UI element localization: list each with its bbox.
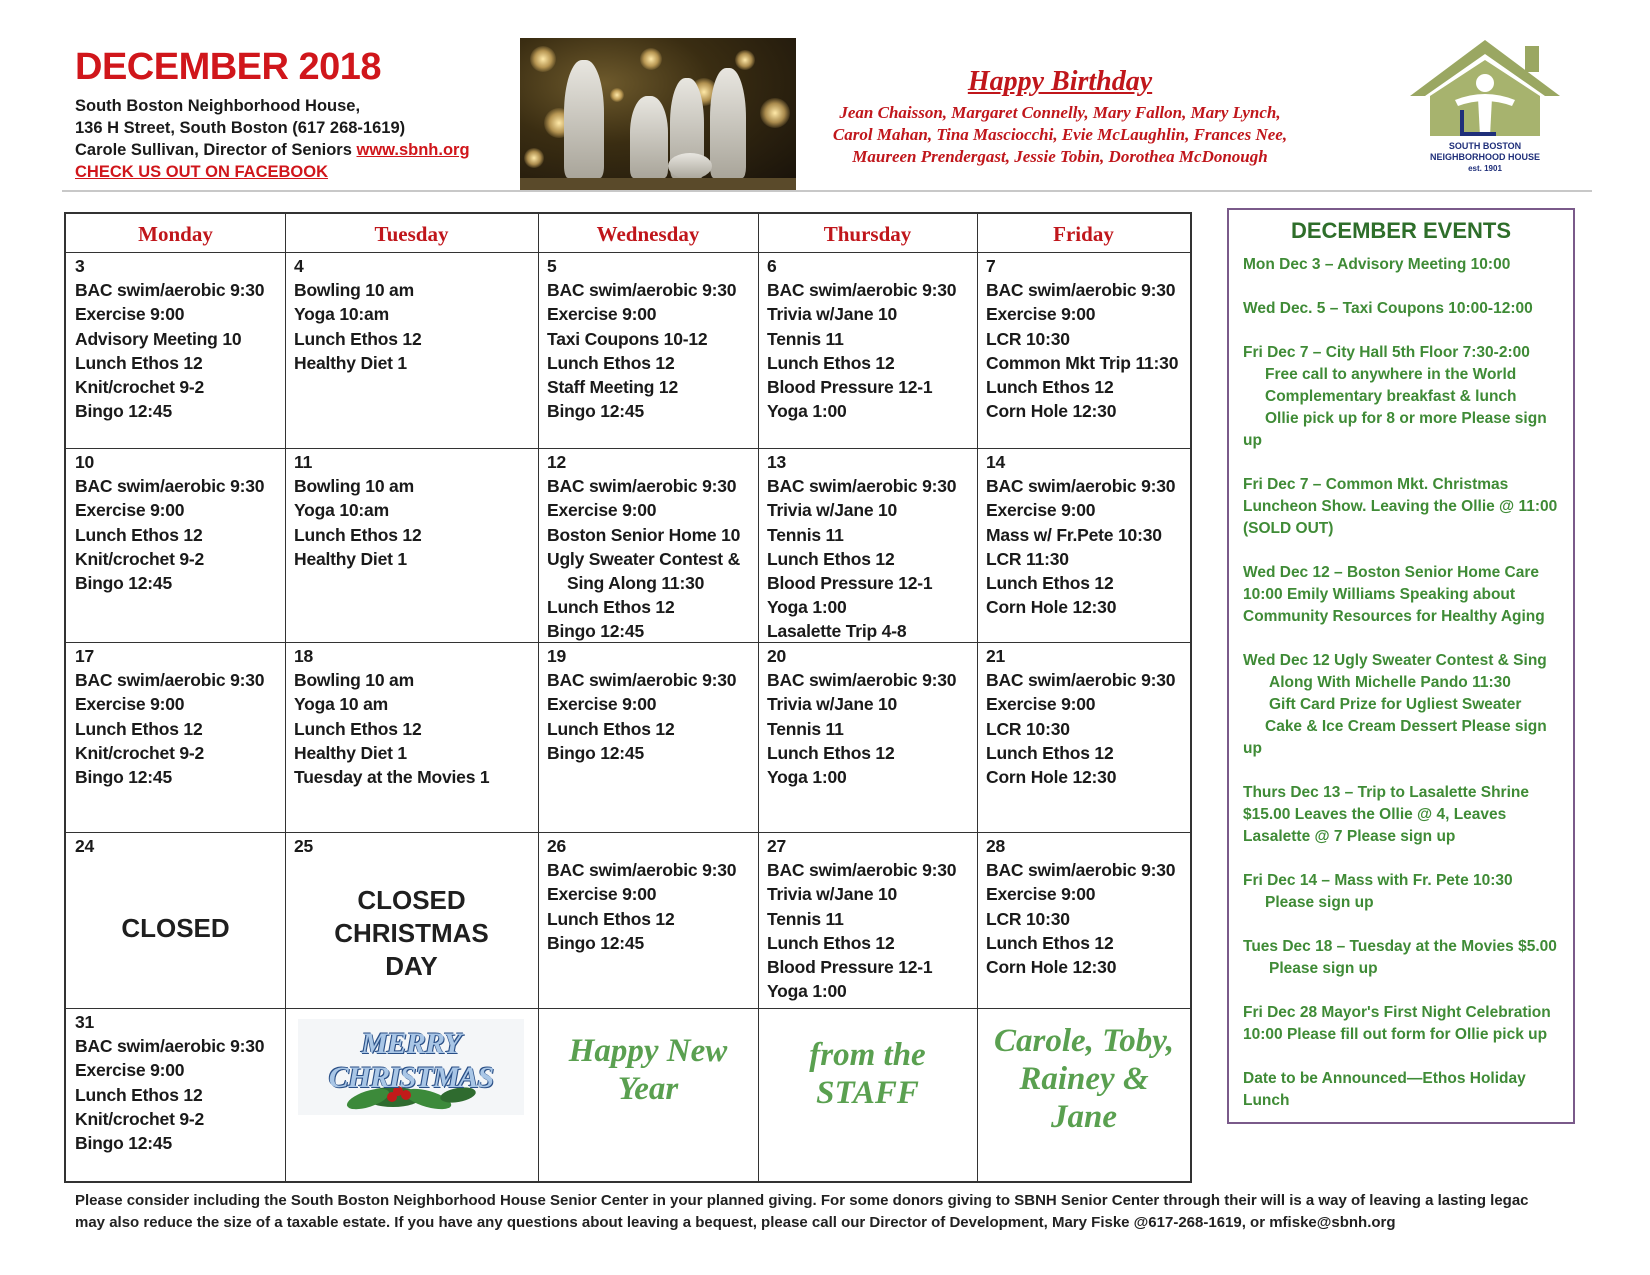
event-item <box>1243 650 1569 760</box>
org-name: South Boston Neighborhood House, <box>75 97 361 115</box>
activity: Yoga 10 am <box>294 694 388 715</box>
director-line <box>75 139 470 161</box>
activity: Bingo 12:45 <box>75 1133 172 1154</box>
event-line: Fri Dec 7 – Common Mkt. Christmas <box>1243 476 1509 493</box>
activity: BAC swim/aerobic 9:30 <box>767 670 957 691</box>
day-header-friday: Friday <box>1053 222 1114 246</box>
closed-christmas-label: CLOSED CHRISTMAS DAY <box>334 885 489 981</box>
activity: BAC swim/aerobic 9:30 <box>767 280 957 301</box>
greeting-signature: Carole, Toby, Rainey & Jane <box>994 1023 1174 1135</box>
activity: Yoga 1:00 <box>767 597 847 618</box>
activity: Bowling 10 am <box>294 476 414 497</box>
activity: Blood Pressure 12-1 <box>767 377 933 398</box>
activity: Lunch Ethos 12 <box>986 573 1114 594</box>
event-line: Date to be Announced—Ethos Holiday <box>1243 1070 1526 1087</box>
day-number: 28 <box>986 836 1006 856</box>
activity: Exercise 9:00 <box>75 694 185 715</box>
logo-line-2: NEIGHBORHOOD HOUSE <box>1429 152 1540 162</box>
day-number: 14 <box>986 452 1006 472</box>
activity: Taxi Coupons 10-12 <box>547 328 708 349</box>
activity: BAC swim/aerobic 9:30 <box>547 860 737 881</box>
activity: Tennis 11 <box>767 328 844 349</box>
day-number: 11 <box>294 452 313 472</box>
day-cell-21 <box>986 644 1175 789</box>
activity: Exercise 9:00 <box>75 304 185 325</box>
activity: Exercise 9:00 <box>986 500 1096 521</box>
event-line: Please sign up <box>1269 960 1378 977</box>
event-item <box>1243 254 1569 276</box>
event-item <box>1243 298 1569 320</box>
org-info <box>75 95 470 183</box>
activity: Yoga 1:00 <box>767 401 847 422</box>
activity: Bowling 10 am <box>294 280 414 301</box>
day-cell-17 <box>75 644 264 789</box>
day-cell-28 <box>986 834 1175 979</box>
activity: Tennis 11 <box>767 524 844 545</box>
activity: Lunch Ethos 12 <box>75 524 203 545</box>
activity: Tennis 11 <box>767 718 844 739</box>
event-line: Fri Dec 28 Mayor's First Night Celebration <box>1243 1004 1551 1021</box>
event-line: Cake & Ice Cream Dessert Please sign <box>1265 718 1547 735</box>
birthday-names: Jean Chaisson, Margaret Connelly, Mary Fallon, Mary Lynch, Carol Mahan, Tina Masciocchi, Evie McLaughlin, Frances Nee, Maureen Prendergast, Jessie Tobin, Dorothea McDonough <box>832 103 1288 166</box>
activity: Lunch Ethos 12 <box>767 742 895 763</box>
activity: Exercise 9:00 <box>986 884 1096 905</box>
day-cell-20 <box>767 644 956 789</box>
director-name: Carole Sullivan, Director of Seniors <box>75 141 357 159</box>
activity: Boston Senior Home 10 <box>547 524 741 545</box>
activity: Ugly Sweater Contest & <box>547 548 741 569</box>
day-number: 6 <box>767 256 777 276</box>
event-line: Mon Dec 3 – Advisory Meeting 10:00 <box>1243 256 1511 273</box>
day-cell-4 <box>294 254 422 375</box>
facebook-link[interactable]: CHECK US OUT ON FACEBOOK <box>75 163 329 181</box>
activity: BAC swim/aerobic 9:30 <box>547 670 737 691</box>
activity: Corn Hole 12:30 <box>986 767 1117 788</box>
event-item <box>1243 562 1569 628</box>
activity: Lunch Ethos 12 <box>767 932 895 953</box>
activity: Bingo 12:45 <box>547 401 644 422</box>
website-link[interactable]: www.sbnh.org <box>356 141 470 159</box>
event-item <box>1243 870 1569 914</box>
day-cell-11 <box>294 450 422 571</box>
day-cell-13 <box>767 450 956 644</box>
activity: Healthy Diet 1 <box>294 742 407 763</box>
activity: Bingo 12:45 <box>75 573 172 594</box>
day-cell-6 <box>767 254 956 423</box>
activity: BAC swim/aerobic 9:30 <box>767 476 957 497</box>
birthday-section <box>820 66 1300 190</box>
activity: Knit/crochet 9-2 <box>75 1108 205 1129</box>
event-line: 10:00 Please fill out form for Ollie pick up <box>1243 1026 1548 1043</box>
activity: Exercise 9:00 <box>547 884 657 905</box>
day-number: 24 <box>75 836 95 856</box>
activity: Lunch Ethos 12 <box>294 718 422 739</box>
event-line: Thurs Dec 13 – Trip to Lasalette Shrine <box>1243 784 1529 801</box>
activity: Knit/crochet 9-2 <box>75 548 205 569</box>
activity: Exercise 9:00 <box>547 694 657 715</box>
activity: Lunch Ethos 12 <box>75 1084 203 1105</box>
activity: BAC swim/aerobic 9:30 <box>75 670 265 691</box>
activity: LCR 10:30 <box>986 908 1070 929</box>
activity: BAC swim/aerobic 9:30 <box>547 476 737 497</box>
activity: Lunch Ethos 12 <box>294 328 422 349</box>
activity: Lunch Ethos 12 <box>547 718 675 739</box>
activity: Bingo 12:45 <box>75 767 172 788</box>
calendar-grid <box>64 212 1192 1183</box>
sbnh-logo <box>1400 38 1570 180</box>
event-line: Lasalette @ 7 Please sign up <box>1243 828 1456 845</box>
day-header-thursday: Thursday <box>823 222 912 246</box>
greeting-from-staff: from the STAFF <box>809 1037 926 1111</box>
day-number: 18 <box>294 646 314 666</box>
day-number: 13 <box>767 452 787 472</box>
activity: Advisory Meeting 10 <box>75 328 242 349</box>
activity: Lunch Ethos 12 <box>547 908 675 929</box>
day-number: 4 <box>294 256 304 276</box>
activity: Common Mkt Trip 11:30 <box>986 352 1179 373</box>
activity: Yoga 10:am <box>294 500 389 521</box>
activity: Yoga 1:00 <box>767 767 847 788</box>
day-cell-5 <box>547 254 736 423</box>
day-cell-10 <box>75 450 264 595</box>
activity: Lunch Ethos 12 <box>547 352 675 373</box>
event-line: up <box>1243 432 1262 449</box>
day-header-wednesday: Wednesday <box>596 222 700 246</box>
day-number: 12 <box>547 452 567 472</box>
day-number: 7 <box>986 256 996 276</box>
activity: Trivia w/Jane 10 <box>767 694 898 715</box>
activity: Mass w/ Fr.Pete 10:30 <box>986 524 1162 545</box>
activity: BAC swim/aerobic 9:30 <box>75 476 265 497</box>
greeting-happy-new-year: Happy New Year <box>568 1033 728 1107</box>
day-number: 10 <box>75 452 95 472</box>
day-number: 20 <box>767 646 787 666</box>
closed-label: CLOSED <box>121 913 230 943</box>
activity: BAC swim/aerobic 9:30 <box>986 476 1176 497</box>
events-title: DECEMBER EVENTS <box>1290 218 1512 243</box>
event-line: Along With Michelle Pando 11:30 <box>1269 674 1511 691</box>
activity: Lunch Ethos 12 <box>767 548 895 569</box>
event-line: 10:00 Emily Williams Speaking about <box>1243 586 1516 603</box>
activity: BAC swim/aerobic 9:30 <box>986 860 1176 881</box>
event-line: Tues Dec 18 – Tuesday at the Movies $5.00 <box>1243 938 1557 955</box>
day-cell-14 <box>986 450 1175 619</box>
activity: Lasalette Trip 4-8 <box>767 621 907 642</box>
day-cell-7 <box>986 254 1178 423</box>
day-cell-24 <box>75 834 94 858</box>
activity: Bingo 12:45 <box>75 401 172 422</box>
activity: Tennis 11 <box>767 908 844 929</box>
event-line: Please sign up <box>1265 894 1374 911</box>
event-item <box>1243 936 1569 980</box>
activity: Exercise 9:00 <box>547 500 657 521</box>
day-number: 17 <box>75 646 95 666</box>
logo-line-1: SOUTH BOSTON <box>1448 141 1522 151</box>
event-line: up <box>1243 740 1262 757</box>
birthday-title: Happy Birthday <box>967 66 1153 97</box>
activity: Lunch Ethos 12 <box>986 932 1114 953</box>
day-header-monday: Monday <box>138 222 213 246</box>
activity: BAC swim/aerobic 9:30 <box>547 280 737 301</box>
event-line: Wed Dec 12 – Boston Senior Home Care <box>1243 564 1540 581</box>
activity: BAC swim/aerobic 9:30 <box>767 860 957 881</box>
activity: Bingo 12:45 <box>547 932 644 953</box>
activity: Corn Hole 12:30 <box>986 957 1117 978</box>
activity: Corn Hole 12:30 <box>986 401 1117 422</box>
event-item <box>1243 342 1569 452</box>
day-header-tuesday: Tuesday <box>374 222 449 246</box>
activity: Trivia w/Jane 10 <box>767 500 898 521</box>
activity: Corn Hole 12:30 <box>986 597 1117 618</box>
day-number: 3 <box>75 256 85 276</box>
merry-christmas-graphic <box>298 1019 524 1115</box>
day-cell-19 <box>547 644 736 765</box>
activity: Knit/crochet 9-2 <box>75 742 205 763</box>
day-number: 5 <box>547 256 557 276</box>
activity: Trivia w/Jane 10 <box>767 884 898 905</box>
activity: Exercise 9:00 <box>547 304 657 325</box>
day-number: 26 <box>547 836 567 856</box>
activity: LCR 10:30 <box>986 718 1070 739</box>
day-number: 31 <box>75 1012 95 1032</box>
activity: Trivia w/Jane 10 <box>767 304 898 325</box>
day-cell-12 <box>547 450 740 644</box>
activity: Healthy Diet 1 <box>294 352 407 373</box>
event-line: Ollie pick up for 8 or more Please sign <box>1265 410 1547 427</box>
activity: Blood Pressure 12-1 <box>767 573 933 594</box>
day-cell-26 <box>547 834 736 955</box>
merry-christmas-text: MERRY CHRISTMAS <box>328 1027 494 1094</box>
activity: Sing Along 11:30 <box>567 573 705 594</box>
activity: Lunch Ethos 12 <box>75 352 203 373</box>
org-address: 136 H Street, South Boston (617 268-1619) <box>75 119 406 137</box>
day-number: 19 <box>547 646 567 666</box>
activity: Healthy Diet 1 <box>294 548 407 569</box>
logo-line-3: est. 1901 <box>1468 164 1502 173</box>
activity: Yoga 1:00 <box>767 981 847 1002</box>
activity: Bingo 12:45 <box>547 742 644 763</box>
event-line: Complementary breakfast & lunch <box>1265 388 1517 405</box>
day-cell-18 <box>294 644 489 789</box>
event-line: Wed Dec. 5 – Taxi Coupons 10:00-12:00 <box>1243 300 1533 317</box>
day-cell-27 <box>767 834 956 1003</box>
activity: Blood Pressure 12-1 <box>767 957 933 978</box>
activity: Bowling 10 am <box>294 670 414 691</box>
day-number: 25 <box>294 836 314 856</box>
activity: Yoga 10:am <box>294 304 389 325</box>
event-line: Fri Dec 7 – City Hall 5th Floor 7:30-2:00 <box>1243 344 1530 361</box>
house-logo-icon <box>1400 38 1570 138</box>
activity: LCR 11:30 <box>986 548 1069 569</box>
activity: Bingo 12:45 <box>547 621 644 642</box>
nativity-image <box>520 38 796 190</box>
event-line: Free call to anywhere in the World <box>1265 366 1517 383</box>
activity: Lunch Ethos 12 <box>767 352 895 373</box>
events-panel <box>1227 208 1575 1124</box>
event-item <box>1243 474 1569 540</box>
events-list <box>1243 254 1569 1134</box>
activity: BAC swim/aerobic 9:30 <box>986 280 1176 301</box>
event-item <box>1243 1068 1569 1112</box>
activity: Tuesday at the Movies 1 <box>294 767 490 788</box>
activity: Exercise 9:00 <box>986 304 1096 325</box>
day-number: 27 <box>767 836 787 856</box>
event-item <box>1243 1002 1569 1046</box>
activity: Exercise 9:00 <box>75 1060 185 1081</box>
activity: Exercise 9:00 <box>75 500 185 521</box>
day-cell-25 <box>294 834 313 858</box>
event-line: Lunch <box>1243 1092 1290 1109</box>
event-line: $15.00 Leaves the Ollie @ 4, Leaves <box>1243 806 1507 823</box>
day-cell-31 <box>75 1010 264 1155</box>
activity: Exercise 9:00 <box>986 694 1096 715</box>
activity: Lunch Ethos 12 <box>986 742 1114 763</box>
activity: Lunch Ethos 12 <box>75 718 203 739</box>
event-line: (SOLD OUT) <box>1243 520 1334 537</box>
event-line: Wed Dec 12 Ugly Sweater Contest & Sing <box>1243 652 1547 669</box>
activity: LCR 10:30 <box>986 328 1070 349</box>
event-line: Gift Card Prize for Ugliest Sweater <box>1269 696 1522 713</box>
activity: BAC swim/aerobic 9:30 <box>75 280 265 301</box>
day-cell-3 <box>75 254 264 423</box>
activity: Lunch Ethos 12 <box>547 597 675 618</box>
activity: Knit/crochet 9-2 <box>75 377 205 398</box>
activity: Staff Meeting 12 <box>547 377 678 398</box>
event-line: Community Resources for Healthy Aging <box>1243 608 1545 625</box>
activity: Lunch Ethos 12 <box>294 524 422 545</box>
day-number: 21 <box>986 646 1006 666</box>
event-line: Fri Dec 14 – Mass with Fr. Pete 10:30 <box>1243 872 1513 889</box>
planned-giving-note <box>75 1190 1590 1234</box>
activity: Lunch Ethos 12 <box>986 377 1114 398</box>
event-line: Luncheon Show. Leaving the Ollie @ 11:00 <box>1243 498 1558 515</box>
event-item <box>1243 782 1569 848</box>
activity: BAC swim/aerobic 9:30 <box>986 670 1176 691</box>
header-divider <box>62 190 1592 192</box>
footer-line-1: Please consider including the South Boston Neighborhood House Senior Center in your planned giving. For some donors giving to SBNH Senior Center through their will is a way of leaving a lasting legac <box>75 1192 1529 1209</box>
activity: BAC swim/aerobic 9:30 <box>75 1036 265 1057</box>
footer-line-2: may also reduce the size of a taxable estate. If you have any questions about leaving a bequest, please call our Director of Development, Mary Fiske @617-268-1619, or mfiske@sbnh.org <box>75 1214 1396 1231</box>
page-title: DECEMBER 2018 <box>75 46 382 88</box>
